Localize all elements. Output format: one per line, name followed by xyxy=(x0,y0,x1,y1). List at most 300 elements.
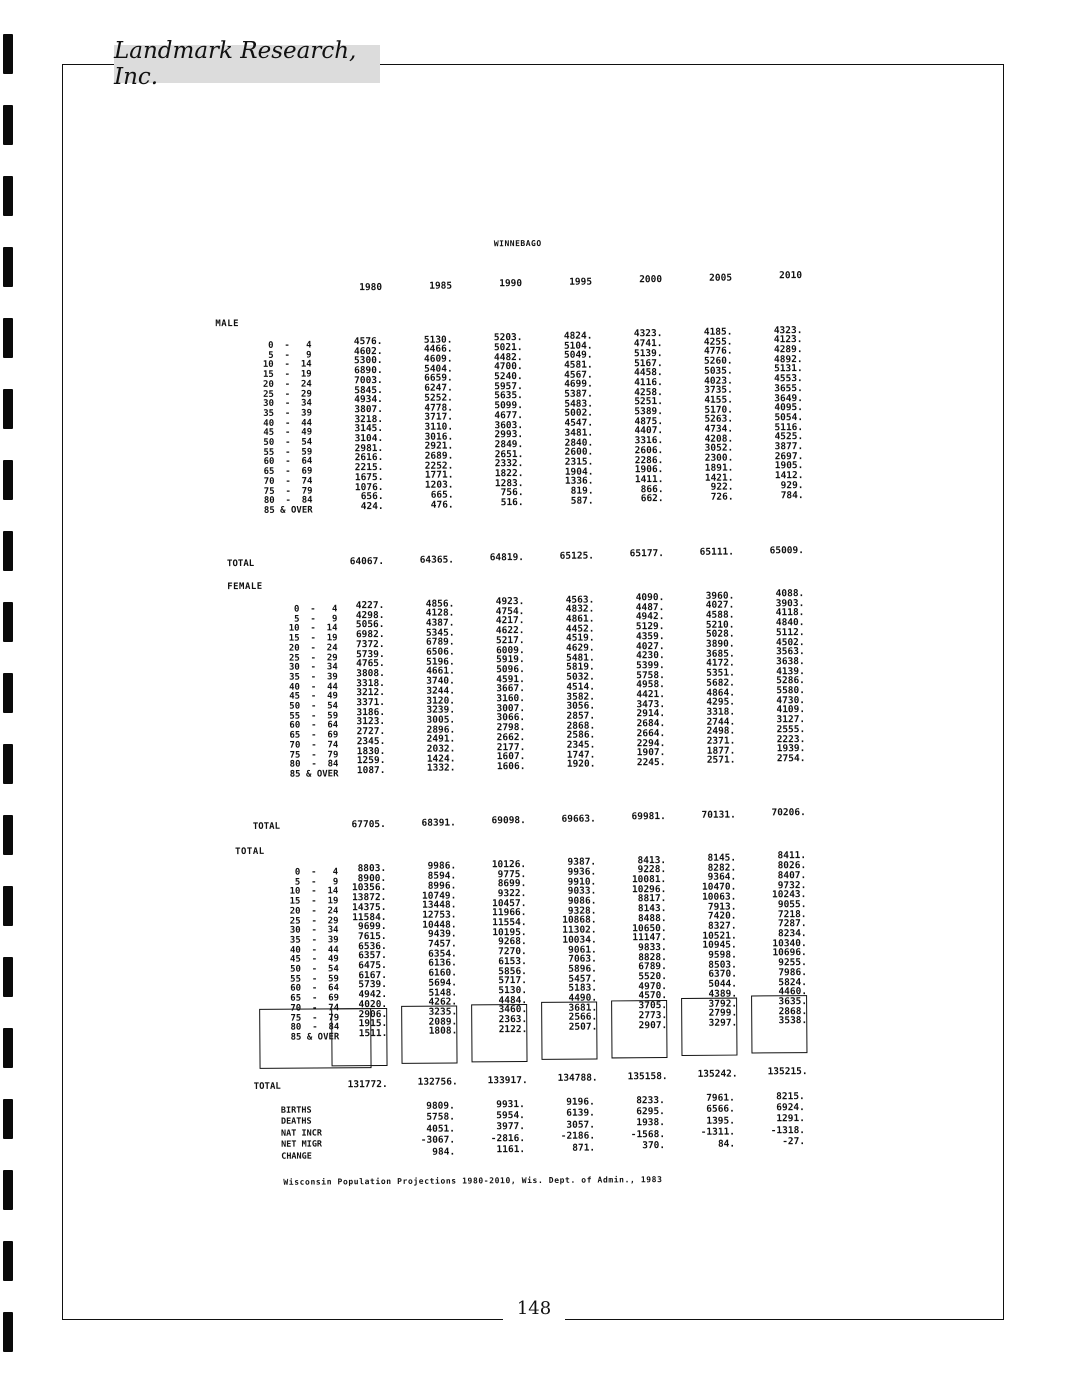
table-cell: 9033. xyxy=(567,885,597,898)
table-cell: 6160. xyxy=(428,967,457,979)
total-total-2010: 135215. xyxy=(767,1066,808,1078)
table-cell: 10296. xyxy=(631,883,667,895)
male-total-1980: 64067. xyxy=(349,556,385,568)
table-cell: 8503. xyxy=(708,959,737,971)
age-group-label: 10 - 14 xyxy=(288,623,338,635)
table-cell: 3371. xyxy=(356,697,386,709)
table-cell: 5483. xyxy=(564,398,593,410)
table-cell: 4095. xyxy=(774,402,804,414)
table-cell: 5183. xyxy=(568,982,598,995)
female-total-1980: 67705. xyxy=(351,819,386,831)
table-cell: 9086. xyxy=(567,895,597,907)
table-cell: 5032. xyxy=(566,671,595,683)
age-group-label: 35 - 39 xyxy=(289,672,338,683)
table-cell: 4588. xyxy=(705,609,735,621)
table-cell: 4407. xyxy=(634,425,664,437)
table-cell: 10340. xyxy=(772,937,807,950)
table-cell: 6789. xyxy=(638,961,667,973)
table-cell: 4109. xyxy=(776,704,806,716)
table-cell: 370. xyxy=(642,1140,666,1152)
table-cell: 5130. xyxy=(498,984,528,997)
male-column-2010 xyxy=(740,326,803,501)
table-cell: 4892. xyxy=(773,353,803,365)
table-cell: 9387. xyxy=(567,856,597,868)
table-cell: 4230. xyxy=(636,650,665,662)
table-cell: 9055. xyxy=(777,898,807,911)
male-column-1995 xyxy=(530,331,593,506)
table-cell: 5682. xyxy=(706,677,735,689)
age-group-label: 40 - 44 xyxy=(289,681,338,693)
total-total-1980: 131772. xyxy=(347,1079,388,1091)
table-cell: 4602. xyxy=(353,345,383,357)
table-cell: 9699. xyxy=(357,921,387,933)
table-cell: 5635. xyxy=(494,390,523,402)
year-header: 1995 xyxy=(569,276,593,288)
total-section-label: TOTAL xyxy=(235,846,265,858)
table-cell: 10749. xyxy=(421,890,457,902)
male-age-labels xyxy=(219,342,312,517)
table-cell: 3145. xyxy=(354,423,384,435)
female-total-1990: 69098. xyxy=(491,815,526,827)
table-cell: 5286. xyxy=(776,675,805,687)
table-cell: 4958. xyxy=(636,679,665,691)
table-cell: 4942. xyxy=(635,611,665,623)
table-cell: 8282. xyxy=(707,862,737,874)
table-cell: 6009. xyxy=(496,644,525,656)
table-cell: 3005. xyxy=(426,714,456,726)
table-cell: 4027. xyxy=(705,599,735,611)
table-cell: 4765. xyxy=(356,658,385,670)
table-cell: 3318. xyxy=(356,677,385,689)
table-cell: 984. xyxy=(432,1146,456,1158)
table-cell: 8407. xyxy=(777,869,807,882)
table-cell: 4051. xyxy=(426,1123,456,1135)
components-labels xyxy=(281,1105,322,1162)
table-cell: 5758. xyxy=(426,1111,455,1124)
table-cell: 8215. xyxy=(776,1090,805,1102)
table-cell: 9732. xyxy=(777,879,807,891)
page-number: 148 xyxy=(503,1295,565,1323)
table-cell: 2868. xyxy=(566,720,596,732)
age-group-label: 65 - 69 xyxy=(263,466,313,477)
table-cell: 756. xyxy=(500,487,524,499)
table-cell: 1877. xyxy=(706,745,736,757)
components-column xyxy=(533,1097,595,1154)
table-cell: 4776. xyxy=(703,345,733,358)
table-cell: 4567. xyxy=(564,369,593,381)
table-cell: 10126. xyxy=(491,858,527,871)
female-total-2005: 70131. xyxy=(701,809,736,821)
female-column-2000 xyxy=(602,593,665,768)
elderly-column-box xyxy=(401,1006,457,1064)
table-cell: 1939. xyxy=(776,743,806,755)
table-cell: 4609. xyxy=(423,353,453,365)
table-cell: 4458. xyxy=(634,367,663,379)
table-cell: 3186. xyxy=(356,706,386,718)
table-cell: 3807. xyxy=(354,403,384,416)
table-cell: 3120. xyxy=(426,695,456,707)
table-cell: 6924. xyxy=(776,1101,805,1114)
age-group-label: 75 - 79 xyxy=(289,749,339,761)
age-group-label: 20 - 24 xyxy=(262,379,312,390)
male-total-1985: 64365. xyxy=(419,554,455,566)
table-cell: 4840. xyxy=(775,617,805,629)
table-cell: 3740. xyxy=(426,675,455,687)
table-cell: 3705. xyxy=(638,1000,668,1012)
component-label: DEATHS xyxy=(280,1116,312,1128)
table-cell: 866. xyxy=(640,483,664,495)
age-group-label: 15 - 19 xyxy=(289,896,339,907)
table-cell: -3067. xyxy=(420,1134,456,1146)
table-cell: 4090. xyxy=(635,592,665,604)
table-cell: 4563. xyxy=(565,594,595,606)
table-cell: 3007. xyxy=(496,702,526,714)
table-cell: 3877. xyxy=(774,441,804,453)
age-group-label: 25 - 29 xyxy=(289,915,339,927)
table-cell: 4139. xyxy=(776,665,805,677)
table-cell: 1905. xyxy=(774,460,804,472)
table-cell: 1808. xyxy=(428,1025,458,1038)
table-cell: 10081. xyxy=(631,874,667,886)
table-cell: 7961. xyxy=(706,1092,735,1104)
table-cell: 1920. xyxy=(566,758,596,771)
age-group-label: 25 - 29 xyxy=(288,652,338,664)
elderly-column-box xyxy=(681,998,737,1056)
table-cell: 1915. xyxy=(358,1018,388,1030)
table-cell: 5739. xyxy=(356,648,385,660)
age-group-label: 55 - 59 xyxy=(263,447,313,458)
table-cell: 4155. xyxy=(704,394,733,406)
table-cell: 2177. xyxy=(496,741,526,753)
table-cell: 922. xyxy=(710,481,734,493)
table-cell: 5210. xyxy=(705,619,735,631)
table-cell: 3057. xyxy=(566,1119,596,1131)
table-cell: 3655. xyxy=(774,382,803,395)
age-group-label: 40 - 44 xyxy=(289,944,339,956)
table-cell: 2498. xyxy=(706,725,736,738)
table-cell: 2849. xyxy=(494,438,524,451)
table-cell: 4875. xyxy=(634,415,664,427)
table-cell: 6475. xyxy=(358,960,387,972)
table-cell: 4942. xyxy=(358,989,388,1001)
age-group-label: 5 - 9 xyxy=(294,877,339,888)
table-cell: 2857. xyxy=(566,710,596,722)
age-group-label: 85 & OVER xyxy=(290,1032,340,1043)
table-cell: 4677. xyxy=(494,409,524,422)
component-label: NET MIGR xyxy=(281,1139,323,1150)
year-header: 1980 xyxy=(359,282,383,294)
table-cell: 6536. xyxy=(358,940,387,952)
table-cell: 2600. xyxy=(564,446,594,458)
year-header: 2005 xyxy=(709,272,733,284)
table-cell: -1311. xyxy=(700,1126,736,1139)
table-cell: 4088. xyxy=(775,588,805,600)
table-cell: 3218. xyxy=(354,413,384,425)
male-section-label: MALE xyxy=(215,319,240,330)
table-cell: 516. xyxy=(500,497,524,509)
table-cell: 9775. xyxy=(497,868,527,880)
table-cell: 7063. xyxy=(568,953,597,965)
table-cell: 4525. xyxy=(774,431,804,443)
year-header: 2010 xyxy=(779,270,803,282)
table-cell: 9364. xyxy=(707,871,737,884)
age-group-label: 15 - 19 xyxy=(288,633,338,644)
table-cell: 8233. xyxy=(636,1094,665,1106)
age-group-label: 80 - 84 xyxy=(289,759,339,770)
table-cell: 5819. xyxy=(566,661,595,674)
table-cell: 4482. xyxy=(493,351,523,363)
table-cell: 11584. xyxy=(352,911,387,923)
table-cell: 4118. xyxy=(775,607,805,619)
table-cell: 3212. xyxy=(356,687,385,699)
table-cell: -2186. xyxy=(560,1130,596,1143)
age-group-label: 60 - 64 xyxy=(290,983,340,995)
table-cell: -27. xyxy=(782,1136,806,1148)
table-cell: 3890. xyxy=(705,638,735,650)
table-cell: 8488. xyxy=(637,912,667,925)
table-cell: 1076. xyxy=(354,481,384,493)
table-cell: 1421. xyxy=(704,472,734,484)
table-cell: 10650. xyxy=(632,922,667,934)
age-group-label: 55 - 59 xyxy=(290,974,339,985)
table-cell: 3473. xyxy=(636,698,666,710)
table-cell: 3735. xyxy=(704,384,733,396)
table-cell: 3638. xyxy=(776,656,805,668)
table-cell: 5021. xyxy=(493,341,523,354)
table-cell: 3127. xyxy=(776,714,806,726)
table-cell: 6139. xyxy=(566,1107,595,1120)
table-cell: 1259. xyxy=(356,755,386,767)
table-cell: 3603. xyxy=(494,419,524,431)
table-cell: 6136. xyxy=(428,957,457,970)
table-cell: 6167. xyxy=(358,969,387,981)
table-cell: 5694. xyxy=(428,977,458,989)
table-cell: 2089. xyxy=(428,1016,458,1028)
age-group-label: 35 - 39 xyxy=(289,935,339,946)
table-cell: 14375. xyxy=(352,901,387,914)
table-cell: 5481. xyxy=(566,652,595,664)
table-cell: 6357. xyxy=(358,950,387,962)
age-group-label: 30 - 34 xyxy=(288,662,338,673)
table-cell: 2606. xyxy=(634,444,664,457)
table-cell: 1606. xyxy=(496,760,526,773)
table-cell: 10945. xyxy=(702,939,737,952)
table-cell: 5028. xyxy=(705,628,735,641)
table-cell: 84. xyxy=(717,1138,736,1150)
table-cell: 4487. xyxy=(635,601,665,613)
table-cell: 4629. xyxy=(565,642,595,654)
table-cell: 1395. xyxy=(706,1115,735,1127)
table-cell: 2754. xyxy=(776,753,806,765)
table-cell: 5002. xyxy=(564,407,594,420)
table-cell: 10243. xyxy=(772,889,807,901)
table-cell: 3582. xyxy=(566,691,596,703)
table-cell: 6659. xyxy=(424,372,453,385)
table-cell: 3649. xyxy=(774,392,803,404)
age-group-label: 60 - 64 xyxy=(289,720,339,732)
table-cell: 7270. xyxy=(498,946,527,958)
company-logo: Landmark Research, Inc. xyxy=(114,45,380,83)
male-column-1990 xyxy=(460,333,523,508)
table-cell: 3297. xyxy=(708,1017,738,1029)
year-header: 2000 xyxy=(639,274,663,286)
year-header: 1990 xyxy=(499,278,523,290)
age-group-label: 85 & OVER xyxy=(289,769,339,780)
age-group-label: 65 - 69 xyxy=(290,993,340,1004)
table-cell: 2684. xyxy=(636,718,666,730)
female-column-1995 xyxy=(532,595,595,770)
table-cell: 2555. xyxy=(776,723,806,736)
table-cell: 5167. xyxy=(634,357,663,369)
male-column-2005 xyxy=(670,328,733,503)
table-cell: 3903. xyxy=(775,597,805,609)
table-cell: 9809. xyxy=(426,1100,455,1112)
table-cell: 4778. xyxy=(424,402,453,414)
table-cell: 1424. xyxy=(426,753,456,765)
table-cell: 5056. xyxy=(355,619,385,631)
table-cell: 2252. xyxy=(424,460,454,472)
table-cell: 13448. xyxy=(422,899,457,911)
table-cell: 5351. xyxy=(706,667,735,679)
table-cell: 7913. xyxy=(707,901,737,913)
table-cell: 3123. xyxy=(356,716,386,728)
table-cell: -2816. xyxy=(490,1132,526,1145)
table-cell: 2981. xyxy=(354,442,384,454)
table-cell: 4519. xyxy=(565,632,595,645)
table-cell: 3635. xyxy=(778,996,808,1008)
table-cell: 5104. xyxy=(563,340,593,352)
table-cell: 3685. xyxy=(706,648,735,660)
table-cell: 4591. xyxy=(496,673,525,685)
age-group-label: 60 - 64 xyxy=(263,456,313,468)
age-group-label: 35 - 39 xyxy=(263,408,313,419)
total-total-2000: 135158. xyxy=(627,1070,668,1082)
age-group-label: 30 - 34 xyxy=(263,398,312,410)
table-cell: 5099. xyxy=(494,400,523,412)
table-cell: 3016. xyxy=(424,431,454,443)
table-cell: 5203. xyxy=(493,332,523,344)
table-cell: 3481. xyxy=(564,427,594,439)
table-cell: 2651. xyxy=(494,448,524,460)
components-column xyxy=(463,1099,525,1156)
table-cell: 4023. xyxy=(704,375,733,387)
total-total-label: TOTAL xyxy=(253,1081,281,1092)
table-cell: 4490. xyxy=(568,992,598,1004)
table-cell: 6247. xyxy=(424,382,453,394)
table-cell: 5054. xyxy=(774,412,804,424)
total-total-1990: 133917. xyxy=(487,1074,528,1087)
table-cell: 1938. xyxy=(636,1117,665,1129)
table-cell: 4832. xyxy=(565,603,595,615)
table-cell: 6370. xyxy=(708,968,737,981)
table-cell: 8026. xyxy=(777,860,807,872)
table-cell: 4514. xyxy=(566,681,595,693)
female-column-2010 xyxy=(742,589,805,764)
age-group-label: 45 - 49 xyxy=(289,954,339,966)
age-group-label: 70 - 74 xyxy=(263,476,313,487)
table-cell: 3681. xyxy=(568,1002,598,1014)
table-cell: 1906. xyxy=(634,464,664,476)
table-cell: 1203. xyxy=(424,479,454,491)
table-cell: 7287. xyxy=(777,918,807,930)
table-cell: 4699. xyxy=(564,378,593,391)
table-cell: 4570. xyxy=(638,990,668,1002)
table-cell: 10448. xyxy=(422,919,457,931)
age-group-label: 40 - 44 xyxy=(263,418,313,429)
table-cell: 8828. xyxy=(638,951,667,963)
age-group-label: 10 - 14 xyxy=(289,886,339,898)
age-group-label: 5 - 9 xyxy=(268,350,312,361)
table-cell: 4452. xyxy=(565,623,595,635)
table-cell: 7615. xyxy=(358,930,387,943)
table-cell: 2616. xyxy=(354,452,384,464)
table-cell: 6354. xyxy=(428,948,457,960)
table-cell: 5217. xyxy=(495,634,525,647)
components-column xyxy=(603,1095,665,1152)
component-label: NAT INCR xyxy=(280,1128,323,1139)
table-cell: 3717. xyxy=(424,411,454,423)
table-cell: 4553. xyxy=(774,373,803,385)
table-cell: 5044. xyxy=(708,978,738,990)
table-cell: 4262. xyxy=(428,996,458,1008)
table-cell: 587. xyxy=(570,495,594,507)
age-group-label: 5 - 9 xyxy=(294,614,338,625)
table-cell: 1675. xyxy=(354,471,384,484)
table-cell: 7457. xyxy=(428,938,457,950)
table-cell: 10521. xyxy=(702,930,737,942)
table-cell: 4116. xyxy=(634,376,663,389)
table-cell: 6506. xyxy=(426,646,455,658)
table-cell: 3104. xyxy=(354,433,384,445)
table-cell: 6789. xyxy=(425,636,455,649)
female-column-2005 xyxy=(672,591,735,766)
table-cell: 2332. xyxy=(494,458,524,470)
female-section-label: FEMALE xyxy=(227,581,263,593)
elderly-column-box xyxy=(611,1000,667,1058)
age-group-label: 20 - 24 xyxy=(289,906,339,917)
table-cell: 9910. xyxy=(567,876,597,888)
male-column-2000 xyxy=(600,329,663,504)
table-cell: 2300. xyxy=(704,452,734,464)
table-cell: 5049. xyxy=(563,349,593,361)
table-cell: 656. xyxy=(360,491,384,503)
male-total-2000: 65177. xyxy=(629,548,665,560)
table-cell: 4295. xyxy=(706,696,736,709)
table-cell: 6566. xyxy=(706,1103,735,1116)
female-total-label: TOTAL xyxy=(252,821,281,832)
age-group-label: 20 - 24 xyxy=(288,643,338,654)
male-total-1995: 65125. xyxy=(559,550,595,562)
table-cell: 8817. xyxy=(637,893,667,905)
table-cell: 4661. xyxy=(426,665,455,678)
table-cell: 4185. xyxy=(703,326,733,338)
table-cell: 8145. xyxy=(707,852,737,864)
component-label: BIRTHS xyxy=(280,1105,312,1116)
table-cell: 4824. xyxy=(563,330,593,342)
table-cell: 9255. xyxy=(778,957,807,969)
age-group-label: 25 - 29 xyxy=(263,389,312,400)
table-cell: 5717. xyxy=(498,975,527,987)
table-cell: 4730. xyxy=(776,694,806,707)
table-cell: 3538. xyxy=(778,1015,808,1027)
table-cell: 2294. xyxy=(636,737,666,749)
table-cell: 2896. xyxy=(426,724,456,736)
table-cell: 5404. xyxy=(424,363,453,375)
table-cell: 10063. xyxy=(702,891,737,903)
table-cell: 4622. xyxy=(495,625,525,637)
table-cell: 2345. xyxy=(566,739,596,751)
table-cell: 9439. xyxy=(427,928,457,941)
